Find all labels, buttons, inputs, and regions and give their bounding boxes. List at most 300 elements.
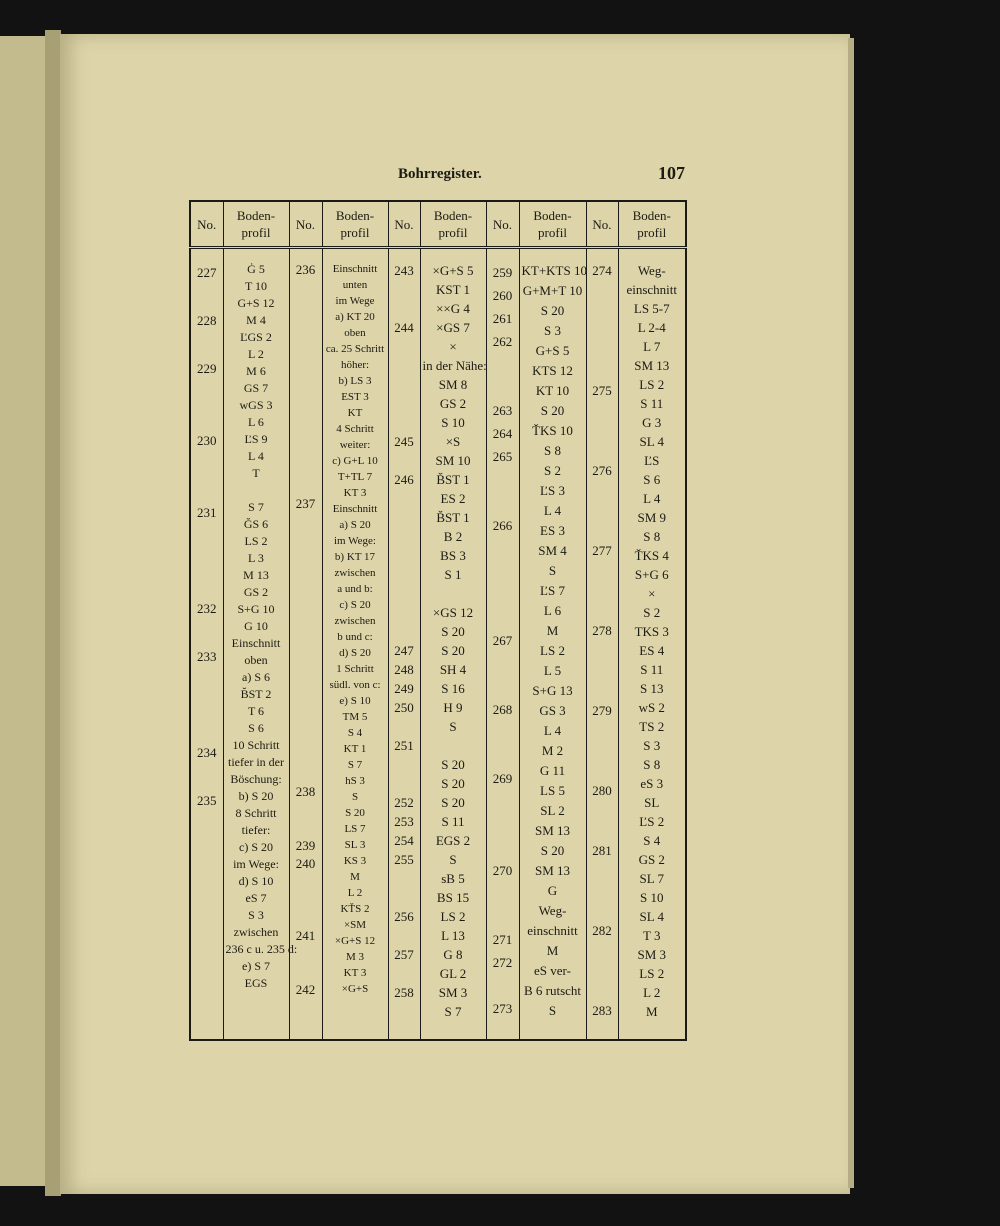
profile-cell (519, 248, 586, 1041)
bohr-number: 251 (394, 738, 414, 753)
bohr-number: 241 (295, 928, 316, 943)
bohr-number (391, 508, 418, 527)
bohr-number: 250 (394, 700, 414, 715)
bohr-number (589, 281, 616, 301)
bohr-number (292, 423, 320, 441)
profile-entry: T 3 (643, 928, 661, 943)
bohr-number: 272 (492, 955, 513, 970)
profile-entry: EGS (244, 976, 268, 990)
profile-entry: S 8 (544, 443, 561, 458)
profile-entry: e) S 7 (242, 959, 270, 973)
profile-entry (423, 736, 484, 755)
profile-entry: weiter: (339, 439, 371, 451)
profile-entry: tiefer in der (228, 755, 284, 769)
bohr-number (391, 337, 418, 356)
bohr-number (589, 361, 616, 381)
profile-entry: KT (347, 407, 363, 419)
profile-entry: SL 7 (639, 871, 664, 886)
bohr-number: 234 (197, 745, 217, 760)
profile-entry: LS 2 (639, 966, 665, 981)
profile-entry: im Wege (335, 295, 375, 307)
profile-cell (420, 248, 486, 1041)
profile-entry: L 4 (543, 503, 562, 518)
bohr-number: 230 (197, 433, 217, 448)
bohr-number (589, 321, 616, 341)
bohr-number (391, 299, 418, 318)
profile-entry: L 2 (347, 887, 363, 899)
profile-entry: ×G+S 5 (432, 263, 474, 278)
profile-entry: B̆ST 1 (436, 472, 470, 487)
profile-entry: a) KT 20 (335, 311, 375, 323)
profile-entry: im Wege: (233, 857, 279, 871)
profile-cell (223, 248, 298, 1041)
bohr-number (489, 491, 517, 514)
profile-entry: zwischen (334, 615, 376, 627)
bohr-number (292, 963, 320, 981)
profile-entry: S+G 13 (532, 683, 573, 698)
profile-entry: G 10 (244, 619, 268, 633)
profile-entry: KT+KTS 10 (521, 263, 587, 278)
profile-entry: im Wege: (334, 535, 376, 547)
header-profile-line2: profil (241, 225, 271, 240)
header-no: No. (586, 201, 618, 248)
profile-entry: GS 2 (638, 852, 665, 867)
profile-entry: ×G+S 12 (334, 935, 376, 947)
bohr-number: 227 (197, 265, 217, 280)
profile-entry: SL 4 (639, 909, 664, 924)
profile-entry: eS 7 (245, 891, 267, 905)
profile-entry: ES 4 (639, 643, 665, 658)
bohr-number (489, 744, 517, 767)
bohr-number (391, 603, 418, 622)
no-cell (190, 248, 223, 1041)
profile-entry (226, 482, 287, 499)
profile-entry: ES 3 (540, 523, 565, 538)
header-no: No. (486, 201, 519, 248)
bohr-number: 275 (592, 383, 612, 398)
bohr-number (292, 891, 320, 909)
header-profile (519, 201, 586, 248)
bohr-number: 252 (394, 795, 414, 810)
profile-entry: M 4 (246, 313, 266, 327)
bohr-number (292, 315, 320, 333)
bohr-number: 273 (492, 1001, 513, 1016)
bohr-number: 270 (492, 863, 513, 878)
bohr-number (589, 441, 616, 461)
bohr-number: 246 (394, 472, 414, 487)
profile-entry: SL (644, 795, 660, 810)
bohr-number: 228 (197, 313, 217, 328)
header-profile-line1: Boden- (632, 208, 671, 223)
bohr-number (391, 926, 418, 945)
profile-entry: in der Nähe: (422, 358, 487, 373)
profile-entry: eS 3 (640, 776, 664, 791)
profile-entry: L 6 (543, 603, 562, 618)
profile-entry: ×G+S (341, 983, 369, 995)
bohr-number (489, 537, 517, 560)
profile-entry: ĞS 6 (243, 517, 269, 531)
profile-entry: ××G 4 (436, 301, 470, 316)
bohr-number: 260 (492, 288, 513, 303)
profile-entry: KT 10 (535, 383, 570, 398)
profile-entry: M (546, 623, 559, 638)
profile-entry: Böschung: (230, 772, 282, 786)
running-title: Bohrregister. (398, 166, 482, 182)
bohr-number: 263 (492, 403, 513, 418)
profile-entry: S 8 (643, 529, 661, 544)
bohr-number (292, 693, 320, 711)
profile-entry: TM 5 (342, 711, 368, 723)
bohr-number: 242 (295, 982, 316, 997)
bohr-number (589, 881, 616, 901)
profile-entry: S 3 (544, 323, 561, 338)
profile-entry: ca. 25 Schritt (325, 343, 385, 355)
bohr-number (489, 652, 517, 675)
bohr-number (589, 941, 616, 961)
bohr-number: 232 (197, 601, 217, 616)
profile-entry: T+TL 7 (337, 471, 373, 483)
header-no: No. (388, 201, 420, 248)
profile-entry: S+G 6 (634, 567, 669, 582)
profile-entry: BS 15 (436, 890, 470, 905)
profile-entry: S (449, 719, 457, 734)
profile-entry: SL 4 (639, 434, 664, 449)
profile-entry: S 16 (441, 681, 465, 696)
bohr-number (292, 747, 320, 765)
bohr-number (589, 741, 616, 761)
bohr-number (292, 513, 320, 531)
profile-entry: S 20 (345, 807, 365, 819)
profile-entry: L 6 (248, 415, 264, 429)
profile-entry: ×GS 12 (432, 605, 474, 620)
bohr-number (193, 549, 221, 573)
profile-entry: hS 3 (345, 775, 365, 787)
bohr-number: 282 (592, 923, 612, 938)
bohr-number: 244 (394, 320, 414, 335)
header-profile (420, 201, 486, 248)
profile-entry: S 20 (441, 643, 465, 658)
bohr-number (391, 717, 418, 736)
bohr-number: 266 (492, 518, 513, 533)
previous-page (0, 36, 50, 1186)
profile-entry: S 20 (441, 795, 465, 810)
profile-entry: B 6 rutscht (523, 983, 582, 998)
bohr-number (589, 301, 616, 321)
profile-entry: südl. von c: (329, 679, 381, 691)
bohr-number (292, 765, 320, 783)
profile-entry: L 7 (643, 339, 661, 354)
bohr-number (589, 501, 616, 521)
profile-entry: b) KT 17 (334, 551, 376, 563)
bohr-number (292, 387, 320, 405)
bohr-number: 256 (394, 909, 414, 924)
bohr-number (193, 477, 221, 501)
header-profile (618, 201, 686, 248)
table-body-row (190, 248, 686, 1041)
bohr-number: 283 (592, 1003, 612, 1018)
bohr-number (391, 451, 418, 470)
header-profile-line1: Boden- (433, 208, 473, 223)
bohr-number (292, 603, 320, 621)
profile-entry: LS 2 (540, 643, 565, 658)
bohr-number (589, 561, 616, 581)
profile-entry: Ġ 5 (247, 262, 265, 276)
profile-entry: Einschnitt (231, 636, 281, 650)
bohr-number (489, 813, 517, 836)
profile-cell (322, 248, 388, 1041)
profile-entry: KŤS 2 (340, 903, 370, 915)
bohr-number (292, 441, 320, 459)
bohr-number (489, 353, 517, 376)
profile-entry: × (449, 339, 457, 354)
bohr-number (489, 836, 517, 859)
bohr-number: 265 (492, 449, 513, 464)
profile-entry: wGS 3 (239, 398, 273, 412)
profile-entry: × (648, 586, 656, 601)
profile-entry: S 10 (640, 890, 664, 905)
profile-entry: sB 5 (441, 871, 465, 886)
profile-entry: höher: (340, 359, 370, 371)
bohr-number (292, 531, 320, 549)
bohr-number (193, 453, 221, 477)
profile-entry: M (350, 871, 360, 883)
bohr-number (292, 369, 320, 387)
bohr-number (193, 405, 221, 429)
profile-entry: TKS 3 (634, 624, 669, 639)
profile-entry: S 13 (640, 681, 664, 696)
bohr-number (589, 801, 616, 821)
profile-entry: SM 13 (634, 358, 670, 373)
profile-entry: b und c: (337, 631, 373, 643)
no-cell (586, 248, 618, 1041)
bohr-number (292, 297, 320, 315)
profile-entry: S 6 (643, 472, 661, 487)
bohr-number: 248 (394, 662, 414, 677)
profile-entry: 8 Schritt (235, 806, 277, 820)
profile-entry: GL 2 (439, 966, 467, 981)
no-cell (289, 248, 322, 1041)
bohr-number (193, 717, 221, 741)
profile-entry: T (252, 466, 260, 480)
bohr-number: 235 (197, 793, 217, 808)
profile-entry: S (548, 1003, 557, 1018)
profile-entry: Weg- (538, 903, 567, 918)
bohr-number: 261 (492, 311, 513, 326)
bohr-number (193, 621, 221, 645)
bohr-number: 236 (295, 262, 316, 277)
profile-entry: KTS 12 (532, 363, 573, 378)
bohr-number: 243 (394, 263, 414, 278)
bohr-number (391, 489, 418, 508)
bohr-number (292, 333, 320, 351)
profile-entry: S 20 (441, 624, 465, 639)
profile-entry: 10 Schritt (232, 738, 280, 752)
profile-entry: S 6 (248, 721, 264, 735)
bohr-number (589, 401, 616, 421)
profile-entry: LS 5 (540, 783, 565, 798)
bohr-number: 277 (592, 543, 612, 558)
header-profile-line2: profil (340, 225, 370, 240)
bohr-number (589, 981, 616, 1001)
profile-entry: S 8 (643, 757, 661, 772)
bohr-number: 231 (197, 505, 217, 520)
bohr-number: 238 (295, 784, 316, 799)
profile-entry: Einschnitt (332, 263, 378, 275)
profile-entry: S 1 (444, 567, 462, 582)
profile-entry: B̆ST 1 (436, 510, 470, 525)
profile-entry: S 20 (540, 403, 565, 418)
bohr-number (391, 964, 418, 983)
bohr-number (193, 693, 221, 717)
bohr-number (292, 801, 320, 819)
bohr-number (391, 394, 418, 413)
bohr-number (391, 375, 418, 394)
profile-entry: G+S 5 (535, 343, 570, 358)
book-spine (45, 30, 61, 1196)
bohr-number: 240 (295, 856, 316, 871)
bohr-number: 264 (492, 426, 513, 441)
profile-entry: SM 10 (435, 453, 471, 468)
profile-entry: SM 4 (538, 543, 567, 558)
profile-entry: d) S 20 (339, 647, 371, 659)
bohr-number (292, 585, 320, 603)
bohr-number (489, 882, 517, 905)
profile-entry: ĽS 7 (540, 583, 565, 598)
bohr-number (489, 790, 517, 813)
profile-cell (618, 248, 686, 1041)
header-profile (322, 201, 388, 248)
profile-entry: G 8 (443, 947, 463, 962)
bohr-number (589, 481, 616, 501)
profile-entry: S 11 (441, 814, 465, 829)
profile-entry: zwischen (233, 925, 279, 939)
profile-entry: e) S 10 (339, 695, 371, 707)
bohr-number: 269 (492, 771, 513, 786)
bohr-number: 259 (492, 265, 513, 280)
bohr-number (292, 621, 320, 639)
bohr-number (391, 755, 418, 774)
profile-entry: M 3 (345, 951, 365, 963)
profile-entry: unten (342, 279, 368, 291)
profile-entry: 236 c u. 235 d: (225, 942, 298, 956)
bohr-number (292, 279, 320, 297)
profile-entry: M 6 (246, 364, 266, 378)
profile-entry: GS 7 (243, 381, 269, 395)
bohr-number: 247 (394, 643, 414, 658)
bohr-number: 229 (197, 361, 217, 376)
profile-entry: M 2 (541, 743, 564, 758)
bohr-number (391, 869, 418, 888)
profile-entry: TS 2 (639, 719, 665, 734)
profile-entry: SM 3 (438, 985, 468, 1000)
profile-entry: tiefer: (241, 823, 271, 837)
profile-entry: ĽS (644, 453, 660, 468)
profile-entry: G+S 12 (237, 296, 275, 310)
bohr-number (292, 909, 320, 927)
profile-entry: b) S 20 (238, 789, 274, 803)
bohr-number (489, 675, 517, 698)
profile-entry: LS 2 (244, 534, 268, 548)
bohr-number: 276 (592, 463, 612, 478)
profile-entry: G 11 (539, 763, 566, 778)
bohr-number (193, 765, 221, 789)
profile-entry: eS ver- (534, 963, 571, 978)
profile-entry: a) S 20 (339, 519, 371, 531)
profile-entry: LS 2 (639, 377, 665, 392)
bohr-number: 281 (592, 843, 612, 858)
bohr-number (589, 341, 616, 361)
profile-entry: S 20 (540, 843, 565, 858)
profile-entry: Einschnitt (332, 503, 378, 515)
bohr-number (292, 711, 320, 729)
bohr-number (489, 905, 517, 928)
no-cell (388, 248, 420, 1041)
profile-entry: L 2 (643, 985, 661, 1000)
profile-entry: oben (244, 653, 268, 667)
header-profile-line2: profil (538, 225, 567, 240)
profile-entry: L 2 (248, 347, 264, 361)
bohr-number (391, 888, 418, 907)
header-profile-line1: Boden- (236, 208, 276, 223)
profile-entry: S 3 (643, 738, 661, 753)
profile-entry: SM 8 (438, 377, 468, 392)
bohr-number (589, 901, 616, 921)
bohr-number (292, 549, 320, 567)
profile-entry: 4 Schritt (336, 423, 374, 435)
profile-entry: S 7 (248, 500, 264, 514)
profile-entry: S (351, 791, 359, 803)
profile-entry: S+G 10 (237, 602, 275, 616)
profile-entry: S 2 (544, 463, 561, 478)
bohr-number (292, 459, 320, 477)
bohr-number: 233 (197, 649, 217, 664)
profile-entry: S 3 (248, 908, 264, 922)
bohr-number (193, 333, 221, 357)
bohr-number (292, 477, 320, 495)
profile-entry: L 5 (543, 663, 562, 678)
bohr-number: 249 (394, 681, 414, 696)
profile-entry: c) S 20 (239, 840, 273, 854)
profile-entry: d) S 10 (238, 874, 274, 888)
profile-entry: ĽS 9 (244, 432, 268, 446)
profile-entry: L 4 (248, 449, 264, 463)
profile-entry: L 4 (643, 491, 661, 506)
bohr-number: 258 (394, 985, 414, 1000)
profile-entry: SM 3 (637, 947, 667, 962)
profile-entry: S 4 (347, 727, 363, 739)
header-profile (223, 201, 289, 248)
bohr-number (193, 525, 221, 549)
profile-entry: S (449, 852, 457, 867)
profile-entry: KST 1 (435, 282, 471, 297)
profile-entry: SH 4 (439, 662, 467, 677)
profile-entry: LS 5-7 (633, 301, 670, 316)
profile-entry: L 4 (543, 723, 562, 738)
profile-entry: KT 1 (343, 743, 367, 755)
header-row (190, 201, 686, 248)
profile-entry: S 7 (347, 759, 363, 771)
profile-entry: ŤKS 10 (532, 423, 573, 438)
profile-entry: ×SM (343, 919, 367, 931)
header-profile-line2: profil (438, 225, 468, 240)
bohr-number: 245 (394, 434, 414, 449)
bohrregister-table (189, 200, 687, 1041)
profile-entry: SM 13 (534, 863, 571, 878)
bohr-number (589, 521, 616, 541)
profile-entry: SL 2 (540, 803, 565, 818)
bohr-number: 271 (492, 932, 513, 947)
bohr-number (589, 761, 616, 781)
